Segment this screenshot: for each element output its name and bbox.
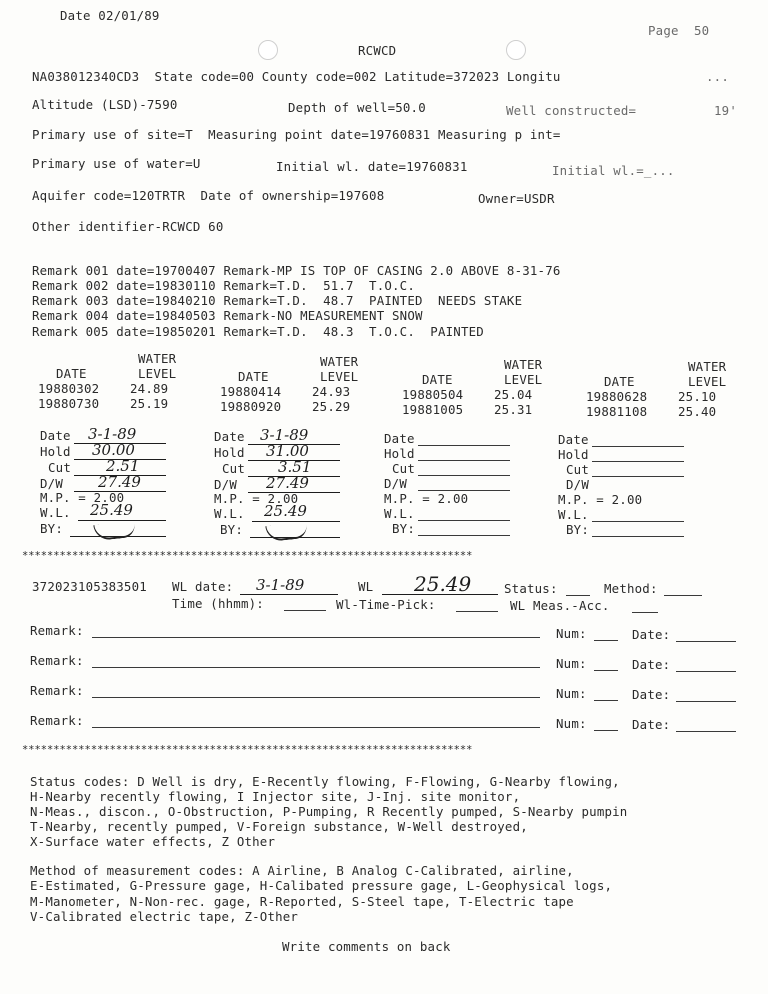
owner: Owner=USDR [478,191,555,206]
time-label: Time (hhmm): [172,596,264,611]
wl-value: 25.49 [90,501,133,519]
initials-signature [93,521,135,541]
primary-use-site: Primary use of site=T Measuring point date=19760831 Measuring p int= [32,127,561,142]
by-label: BY: [392,521,415,536]
num-blank[interactable] [594,670,618,671]
cut-blank[interactable] [418,475,510,476]
wl-label: W.L. [558,507,589,522]
hold-value: 30.00 [92,441,135,459]
by-blank[interactable] [418,535,510,536]
header-date: DATE [422,372,453,387]
header-water: WATER [320,354,359,369]
by-label: BY: [40,521,63,536]
hold-label: Hold [40,444,71,459]
page-number: Page 50 [648,23,710,38]
by-label: BY: [220,522,243,537]
table-cell-level: 25.29 [312,399,351,414]
dw-label: D/W [214,477,237,492]
date-blank[interactable] [676,671,736,672]
wl-blank[interactable] [418,520,510,521]
remark-label: Remark: [30,713,84,728]
hold-value: 31.00 [266,442,309,460]
asterisk-separator: ************************************************************************ [22,550,473,562]
table-cell-level: 24.93 [312,384,351,399]
aquifer-code: Aquifer code=120TRTR Date of ownership=197608 [32,188,385,203]
dw-value: 27.49 [266,474,309,492]
acc-blank[interactable] [632,612,658,613]
date-label: Date: [632,657,671,672]
table-cell-level: 25.40 [678,404,717,419]
remark-label: Remark: [30,623,84,638]
wl-line [78,520,166,521]
mp-label: M.P. = 2.00 [558,492,643,507]
cut-label: Cut [566,462,589,477]
date-blank[interactable] [676,641,736,642]
table-cell-level: 24.89 [130,381,169,396]
printed-remark-1: Remark 001 date=19700407 Remark-MP IS TOP OF CASING 2.0 ABOVE 8-31-76 [32,263,561,278]
method-codes-line: Method of measurement codes: A Airline, B Analog C-Calibrated, airline, [30,863,574,878]
mp-label: M.P. = 2.00 [214,491,299,506]
table-cell-level: 25.31 [494,402,533,417]
status-codes-line: T-Nearby, recently pumped, V-Foreign substance, W-Well destroyed, [30,819,528,834]
remark-blank[interactable] [92,667,540,668]
initial-wl: Initial wl.=_... [552,163,675,178]
status-codes-line: X-Surface water effects, Z Other [30,834,276,849]
date-label: Date: [632,717,671,732]
hold-blank[interactable] [592,461,684,462]
punch-hole-right [506,40,526,60]
table-cell-date: 19881005 [402,402,464,417]
date-label: Date [40,428,71,443]
status-codes-line: Status codes: D Well is dry, E-Recently flowing, F-Flowing, G-Nearby flowing, [30,774,620,789]
wl-label: WL [358,579,374,594]
acc-label: WL Meas.-Acc. [510,598,610,613]
table-cell-level: 25.10 [678,389,717,404]
date-blank[interactable] [676,731,736,732]
wl-date-value: 3-1-89 [256,576,305,594]
header-water: WATER [504,357,543,372]
well-info-line1-tail: ... [706,69,729,84]
table-cell-date: 19880628 [586,389,648,404]
remark-blank[interactable] [92,727,540,728]
dw-value: 27.49 [98,473,141,491]
remark-blank[interactable] [92,697,540,698]
table-cell-date: 19880730 [38,396,100,411]
initials-signature [265,522,307,542]
date-label: Date [558,432,589,447]
table-cell-level: 25.04 [494,387,533,402]
printed-date: Date 02/01/89 [60,8,160,23]
printed-remark-3: Remark 003 date=19840210 Remark=T.D. 48.7 PAINTED NEEDS STAKE [32,293,523,308]
well-id: 372023105383501 [32,579,147,594]
num-label: Num: [556,716,587,731]
num-blank[interactable] [594,730,618,731]
cut-value: 3.51 [278,458,312,476]
wl-blank[interactable] [592,521,684,522]
date-blank[interactable] [676,701,736,702]
initial-wl-date: Initial wl. date=19760831 [276,159,468,174]
method-codes-line: M-Manometer, N-Non-rec. gage, R-Reported, S-Steel tape, T-Electric tape [30,894,574,909]
status-codes-line: H-Nearby recently flowing, I Injector site, J-Inj. site monitor, [30,789,521,804]
wl-line [252,521,340,522]
status-codes-line: N-Meas., discon., O-Obstruction, P-Pumping, R Recently pumped, S-Nearby pumpin [30,804,628,819]
footer-note: Write comments on back [282,939,451,954]
hold-label: Hold [214,445,245,460]
num-label: Num: [556,656,587,671]
pick-label: Wl-Time-Pick: [336,597,436,612]
time-blank[interactable] [284,610,326,611]
num-label: Num: [556,686,587,701]
num-blank[interactable] [594,640,618,641]
well-constructed: Well constructed= [506,103,637,118]
remark-blank[interactable] [92,637,540,638]
by-label: BY: [566,522,589,537]
method-blank[interactable] [664,595,702,596]
dw-label: D/W [384,476,407,491]
date-value: 3-1-89 [88,425,137,443]
date-blank[interactable] [418,445,510,446]
header-water: WATER [138,351,177,366]
date-label: Date: [632,627,671,642]
wl-date-line [240,594,338,595]
wl-value: 25.49 [414,572,472,596]
mp-label: M.P. = 2.00 [384,491,469,506]
table-cell-level: 25.19 [130,396,169,411]
dw-label: D/W [566,477,589,492]
printed-remark-5: Remark 005 date=19850201 Remark=T.D. 48.3 T.O.C. PAINTED [32,324,484,339]
primary-use-water: Primary use of water=U [32,156,201,171]
pick-blank[interactable] [456,611,498,612]
punch-hole-left [258,40,278,60]
wl-label: W.L. [40,505,71,520]
header-date: DATE [604,374,635,389]
altitude: Altitude (LSD)-7590 [32,97,178,112]
wl-label: W.L. [214,506,245,521]
num-blank[interactable] [594,700,618,701]
date-blank[interactable] [592,446,684,447]
hold-blank[interactable] [418,460,510,461]
printed-remark-4: Remark 004 date=19840503 Remark-NO MEASUREMENT SNOW [32,308,423,323]
cut-label: Cut [392,461,415,476]
asterisk-separator: ************************************************************************ [22,744,473,756]
cut-blank[interactable] [592,476,684,477]
date-label: Date [384,431,415,446]
cut-value: 2.51 [106,457,140,475]
wl-date-label: WL date: [172,579,234,594]
method-codes-line: E-Estimated, G-Pressure gage, H-Calibated pressure gage, L-Geophysical logs, [30,878,613,893]
wl-value: 25.49 [264,502,307,520]
form-id: RCWCD [358,43,397,58]
date-label: Date: [632,687,671,702]
header-level: LEVEL [504,372,543,387]
remark-label: Remark: [30,653,84,668]
remark-label: Remark: [30,683,84,698]
hold-label: Hold [384,446,415,461]
printed-remark-2: Remark 002 date=19830110 Remark=T.D. 51.7 T.O.C. [32,278,415,293]
table-cell-date: 19881108 [586,404,648,419]
cut-label: Cut [48,460,71,475]
other-identifier: Other identifier-RCWCD 60 [32,219,224,234]
table-cell-date: 19880302 [38,381,100,396]
cut-label: Cut [222,461,245,476]
header-water: WATER [688,359,727,374]
wl-label: W.L. [384,506,415,521]
date-label: Date [214,429,245,444]
table-cell-date: 19880920 [220,399,282,414]
mp-label: M.P. = 2.00 [40,490,125,505]
status-label: Status: [504,581,558,596]
status-blank[interactable] [566,595,590,596]
method-label: Method: [604,581,658,596]
depth-of-well: Depth of well=50.0 [288,100,426,115]
table-cell-date: 19880414 [220,384,282,399]
well-info-line1: NA038012340CD3 State code=00 County code=002 Latitude=372023 Longitu [32,69,561,84]
header-date: DATE [238,369,269,384]
header-level: LEVEL [320,369,359,384]
method-codes-line: V-Calibrated electric tape, Z-Other [30,909,299,924]
by-blank[interactable] [592,536,684,537]
header-level: LEVEL [688,374,727,389]
dw-label: D/W [40,476,63,491]
table-cell-date: 19880504 [402,387,464,402]
header-date: DATE [56,366,87,381]
num-label: Num: [556,626,587,641]
well-constructed-value: 19' [714,103,737,118]
hold-label: Hold [558,447,589,462]
header-level: LEVEL [138,366,177,381]
date-value: 3-1-89 [260,426,309,444]
